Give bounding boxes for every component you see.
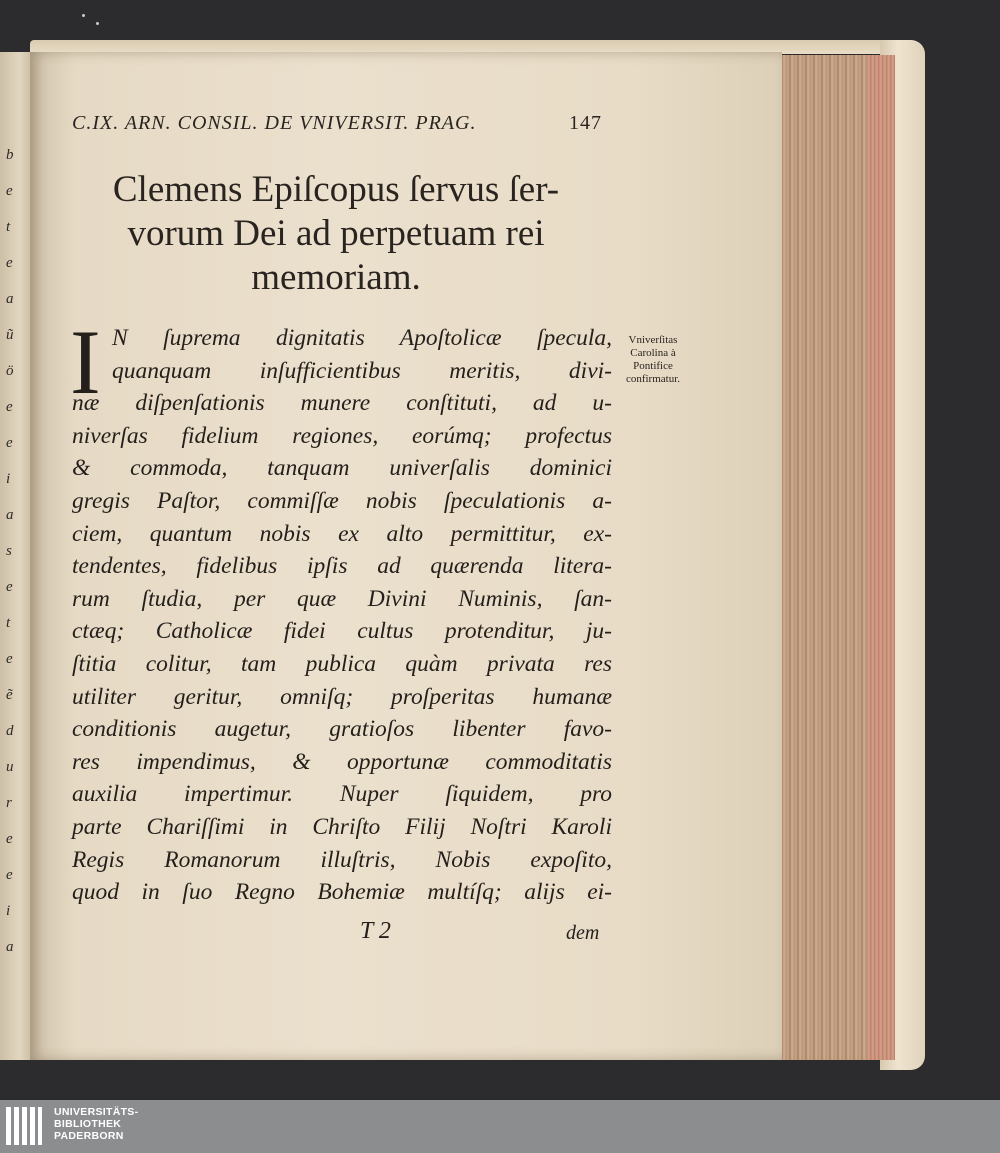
body-line: Regis Romanorum illuſtris, Nobis expoſito, xyxy=(72,846,612,873)
body-line: utiliter geritur, omniſq; proſperitas humanæ xyxy=(72,683,612,710)
margin-note-line: Carolina à xyxy=(630,347,676,359)
previous-page-char: i xyxy=(6,471,11,487)
previous-page-char: e xyxy=(6,435,13,451)
catchword: dem xyxy=(566,922,600,944)
body-line: quanquam inſufficientibus meritis, divi- xyxy=(112,357,612,384)
body-line: parte Chariſſimi in Chriſto Filij Noſtri Karoli xyxy=(72,813,612,840)
page-number: 147 xyxy=(569,112,602,134)
red-edge xyxy=(867,55,895,1060)
margin-note-line: Vniverſitas xyxy=(628,334,678,346)
body-line: quod in ſuo Regno Bohemiæ multíſq; alijs ei- xyxy=(72,879,612,906)
body-line: auxilia impertimur. Nuper ſiquidem, pro xyxy=(72,781,612,808)
page-edges xyxy=(770,55,895,1060)
title-line-3: memoriam. xyxy=(251,257,421,298)
previous-page-char: t xyxy=(6,219,11,235)
running-head-text: C.IX. ARN. CONSIL. DE VNIVERSIT. PRAG. xyxy=(72,112,477,134)
margin-note-line: Pontifice xyxy=(633,360,673,372)
previous-page-char: ö xyxy=(6,363,14,379)
dust-speck xyxy=(82,14,85,17)
previous-page-char: d xyxy=(6,723,14,739)
title-line-1: Clemens Epiſcopus ſervus ſer- xyxy=(112,169,560,210)
page-title xyxy=(60,168,612,300)
previous-page-char: ẽ xyxy=(6,687,13,703)
previous-page-char: b xyxy=(6,147,14,163)
logo-line-2: BIBLIOTHEK xyxy=(54,1118,122,1130)
previous-page-char: s xyxy=(6,543,12,559)
previous-page-strip xyxy=(0,52,32,1060)
library-logo-icon xyxy=(6,1107,46,1145)
library-logo-text xyxy=(54,1106,138,1142)
previous-page-char: r xyxy=(6,795,12,811)
signature-mark: T 2 xyxy=(360,918,391,944)
body-line: niverſas fidelium regiones, eorúmq; profectus xyxy=(72,422,612,449)
previous-page-char: ũ xyxy=(6,327,14,343)
previous-page-char: u xyxy=(6,759,14,775)
previous-page-char: e xyxy=(6,579,13,595)
body-line: ciem, quantum nobis ex alto permittitur, ex- xyxy=(72,520,612,547)
body-line: ctæq; Catholicæ fidei cultus protenditur, ju- xyxy=(72,618,612,645)
body-line: ſtitia colitur, tam publica quàm privata res xyxy=(72,650,612,677)
body-line: res impendimus, & opportunæ commoditatis xyxy=(72,748,612,775)
previous-page-char: e xyxy=(6,255,13,271)
dust-speck xyxy=(96,22,99,25)
previous-page-char: a xyxy=(6,507,14,523)
previous-page-char: i xyxy=(6,903,11,919)
previous-page-char: a xyxy=(6,939,14,955)
logo-line-3: PADERBORN xyxy=(54,1130,124,1142)
previous-page-char: e xyxy=(6,867,13,883)
logo-line-1: UNIVERSITÄTS- xyxy=(54,1106,139,1118)
running-head xyxy=(72,112,602,135)
margin-note xyxy=(610,334,696,386)
margin-note-line: confirmatur. xyxy=(625,373,681,385)
previous-page-char: e xyxy=(6,399,13,415)
body-line: gregis Paſtor, commiſſæ nobis ſpeculationis a- xyxy=(72,487,612,514)
previous-page-char: e xyxy=(6,831,13,847)
title-line-2: vorum Dei ad perpetuam rei xyxy=(127,213,545,254)
body-line: tendentes, fidelibus ipſis ad quærenda litera- xyxy=(72,553,612,580)
body-line: & commoda, tanquam univerſalis dominici xyxy=(72,455,612,482)
footer-bar xyxy=(0,1100,1000,1153)
drop-cap: I xyxy=(70,311,101,413)
body-line: rum ſtudia, per quæ Divini Numinis, ſan- xyxy=(72,585,612,612)
previous-page-char: e xyxy=(6,651,13,667)
previous-page-char: a xyxy=(6,291,14,307)
body-line: N ſuprema dignitatis Apoſtolicæ ſpecula, xyxy=(112,325,612,351)
previous-page-char: e xyxy=(6,183,13,199)
body-line: næ diſpenſationis munere conſtituti, ad u- xyxy=(72,390,612,417)
previous-page-char: t xyxy=(6,615,11,631)
body-text xyxy=(70,311,612,909)
body-line: conditionis augetur, gratioſos libenter favo- xyxy=(72,716,612,743)
